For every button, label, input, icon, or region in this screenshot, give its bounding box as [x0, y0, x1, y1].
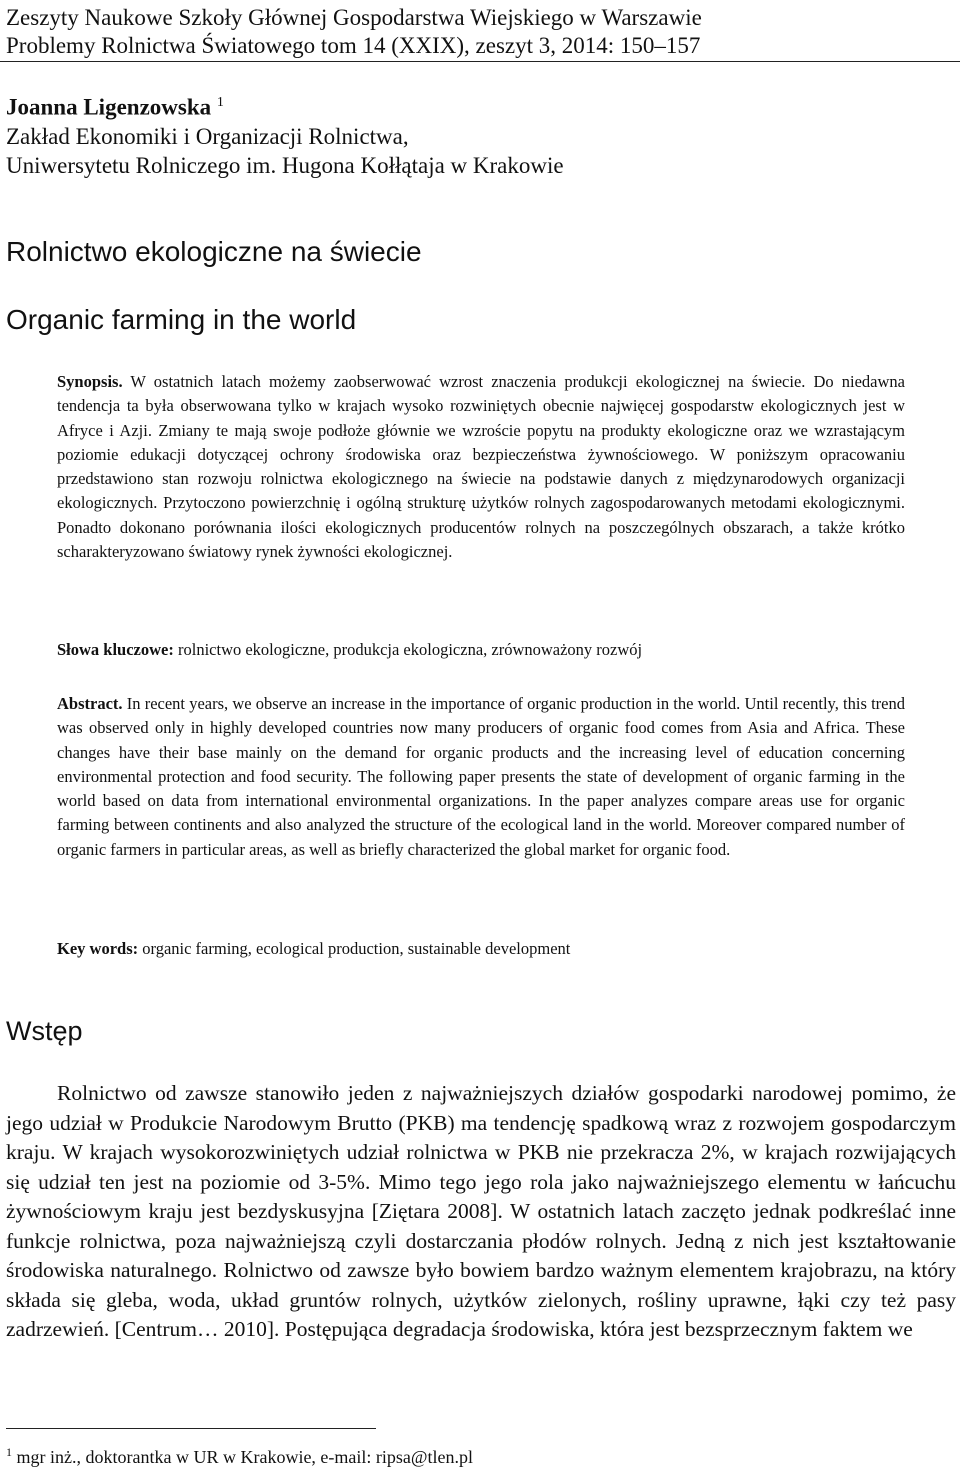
footnote: [6, 1440, 473, 1469]
footnote-text: mgr inż., doktorantka w UR w Krakowie, e-mail: ripsa@tlen.pl: [12, 1447, 473, 1467]
footnote-divider: [6, 1428, 376, 1429]
keywords-english-text: organic farming, ecological production, sustainable development: [138, 939, 571, 958]
abstract: [57, 692, 905, 862]
keywords-polish: [57, 638, 905, 662]
author-block: [6, 88, 946, 180]
journal-header: [6, 4, 956, 60]
author-affiliation-1: Zakład Ekonomiki i Organizacji Rolnictwa,: [6, 123, 409, 149]
abstract-text: In recent years, we observe an increase in the importance of organic production in the world. Until recently, this trend was observed only in highly developed countries now many producers of organic food comes from Asia and Africa. These changes have their base mainly on the demand for organic products and the increasing level of education concerning environmental protection and food security. The following paper presents the state of development of organic farming in the world based on data from international environmental organizations. In the paper analyzes compare areas use for organic farming between continents and also analyzed the structure of the ecological land in the world. Moreover compared number of organic farmers in particular areas, as well as briefly characterized the global market for organic food.: [57, 694, 905, 859]
header-divider: [0, 61, 960, 62]
journal-title-line: Zeszyty Naukowe Szkoły Głównej Gospodarstwa Wiejskiego w Warszawie: [6, 5, 702, 30]
author-name-line: [6, 88, 946, 122]
synopsis-label: Synopsis.: [57, 372, 123, 391]
section-title: Wstęp: [6, 1016, 83, 1046]
synopsis: [57, 370, 905, 564]
keywords-polish-text: rolnictwo ekologiczne, produkcja ekologiczna, zrównoważony rozwój: [173, 640, 643, 659]
keywords-english: [57, 937, 905, 961]
title-english: Organic farming in the world: [6, 304, 357, 335]
journal-issue-line: Problemy Rolnictwa Światowego tom 14 (XXIX), zeszyt 3, 2014: 150–157: [6, 33, 701, 58]
keywords-english-label: Key words:: [57, 939, 139, 958]
intro-paragraph-text: Rolnictwo od zawsze stanowiło jeden z najważniejszych działów gospodarki narodowej pomimo, że jego udział w Produkcie Narodowym Brutto (PKB) ma tendencję spadkową wraz z rozwojem gospodarczym kraju. W krajach wysokorozwiniętych udział rolnictwa w PKB nie przekracza 2%, w krajach rozwijających się udział ten jest na poziomie od 3-5%. Mimo tego jego rola jako najważniejszego elementu w łańcuchu żywnościowym kraju jest bezdyskusyjna [Ziętara 2008]. W ostatnich latach zaczęto jednak podkreślać inne funkcje rolnictwa, poza najważniejszą czyli dostarczania płodów rolnych. Jedną z nich jest kształtowanie środowiska naturalnego. Rolnictwo od zawsze było bowiem bardzo ważnym elementem krajobrazu, na który składa się gleba, woda, układ gruntów rolnych, użytków zielonych, rośliny uprawne, łąki czy też pasy zadrzewień. [Centrum… 2010]. Postępująca degradacja środowiska, która jest bezsprzecznym faktem we: [6, 1081, 956, 1341]
abstract-label: Abstract.: [57, 694, 123, 713]
title-polish: Rolnictwo ekologiczne na świecie: [6, 236, 422, 267]
author-affiliation-2: Uniwersytetu Rolniczego im. Hugona Kołłątaja w Krakowie: [6, 152, 564, 178]
synopsis-text: W ostatnich latach możemy zaobserwować wzrost znaczenia produkcji ekologicznej na świecie. Do niedawna tendencja ta była obserwowana tylko w krajach wysoko rozwiniętych obecnie najwięcej gospodarstw ekologicznych jest w Afryce i Azji. Zmiany te mają swoje podłoże głównie we wzroście popytu na produkty ekologiczne oraz we wzrastającym poziomie edukacji dotyczącej ochrony środowiska oraz bezpieczeństwa żywnościowego. W poniższym opracowaniu przedstawiono stan rozwoju rolnictwa ekologicznego na świecie na podstawie danych z międzynarodowych organizacji ekologicznych. Przytoczono powierzchnię i ogólną strukturę użytków rolnych zagospodarowanych metodami ekologicznymi. Ponadto dokonano porównania ilości ekologicznych producentów rolnych na poszczególnych obszarach, a także krótko scharakteryzowano światowy rynek żywności ekologicznej.: [57, 372, 905, 562]
intro-paragraph: [6, 1079, 956, 1345]
author-footnote-mark[interactable]: 1: [216, 95, 224, 110]
footnote-mark: 1: [6, 1445, 12, 1459]
author-name: Joanna Ligenzowska: [6, 94, 212, 120]
keywords-polish-label: Słowa kluczowe:: [57, 640, 174, 659]
